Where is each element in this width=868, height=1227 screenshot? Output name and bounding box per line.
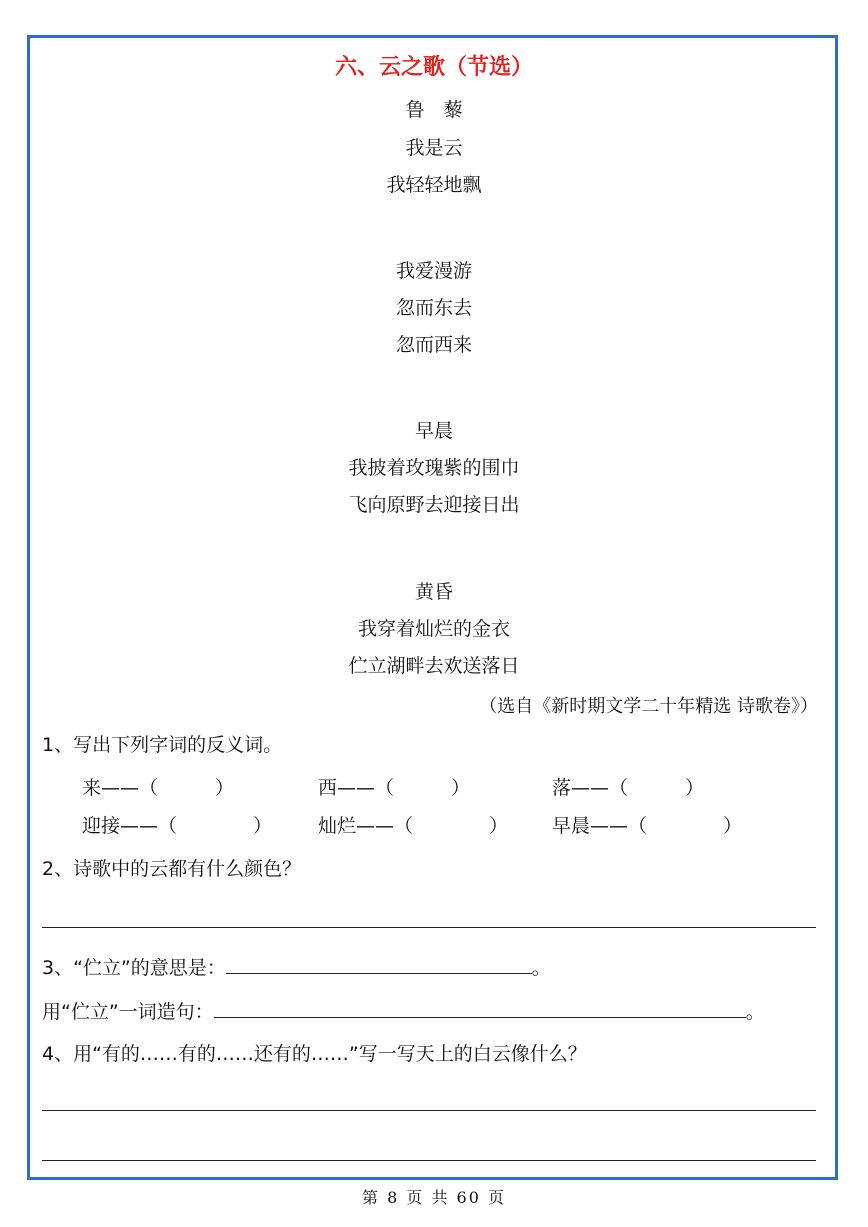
poem-line: 伫立湖畔去欢送落日: [348, 655, 520, 677]
poem-line: 我穿着灿烂的金衣: [357, 618, 510, 640]
antonym-item[interactable]: 来——（ ）: [82, 777, 235, 799]
poem-line: 忽而东去: [395, 297, 472, 319]
page-title: 六、云之歌（节选）: [334, 55, 533, 80]
poem-line: 我轻轻地飘: [386, 174, 482, 196]
poem-line: 我是云: [405, 137, 463, 159]
sentence-end: 。: [745, 1001, 765, 1023]
antonym-item[interactable]: 落——（ ）: [552, 777, 705, 799]
meaning-blank[interactable]: [226, 955, 532, 974]
answer-line[interactable]: [42, 927, 816, 928]
antonym-item[interactable]: 西——（ ）: [318, 777, 471, 799]
antonym-item[interactable]: 灿烂——（ ）: [318, 815, 509, 837]
poem-line: 早晨: [414, 420, 453, 442]
sentence-prompt: [42, 999, 765, 1024]
answer-line[interactable]: [42, 1160, 816, 1161]
question-3-end: 。: [531, 957, 551, 979]
answer-line[interactable]: [42, 1110, 816, 1111]
sentence-text: 用“伫立”一词造句：: [42, 1001, 214, 1023]
poem-line: 黄昏: [414, 581, 453, 603]
page-footer: 第 8 页 共 60 页: [362, 1188, 506, 1207]
poem-source: （选自《新时期文学二十年精选 诗歌卷》）: [479, 696, 818, 717]
poem-line: 飞向原野去迎接日出: [348, 494, 520, 516]
question-2: 2、诗歌中的云都有什么颜色？: [42, 858, 302, 880]
question-3-text: 3、“伫立”的意思是：: [42, 957, 226, 979]
poem-line: 忽而西来: [395, 334, 472, 356]
question-3: [42, 955, 551, 980]
antonym-item[interactable]: 早晨——（ ）: [552, 815, 743, 837]
sentence-blank[interactable]: [214, 999, 746, 1018]
poem-line: 我爱漫游: [395, 260, 472, 282]
question-4: 4、用“有的……有的……还有的……”写一写天上的白云像什么？: [42, 1043, 587, 1065]
poem-line: 我披着玫瑰紫的围巾: [348, 457, 520, 479]
poem-author: 鲁 藜: [405, 99, 463, 121]
antonym-item[interactable]: 迎接——（ ）: [82, 815, 273, 837]
question-1: 1、写出下列字词的反义词。: [42, 734, 283, 756]
